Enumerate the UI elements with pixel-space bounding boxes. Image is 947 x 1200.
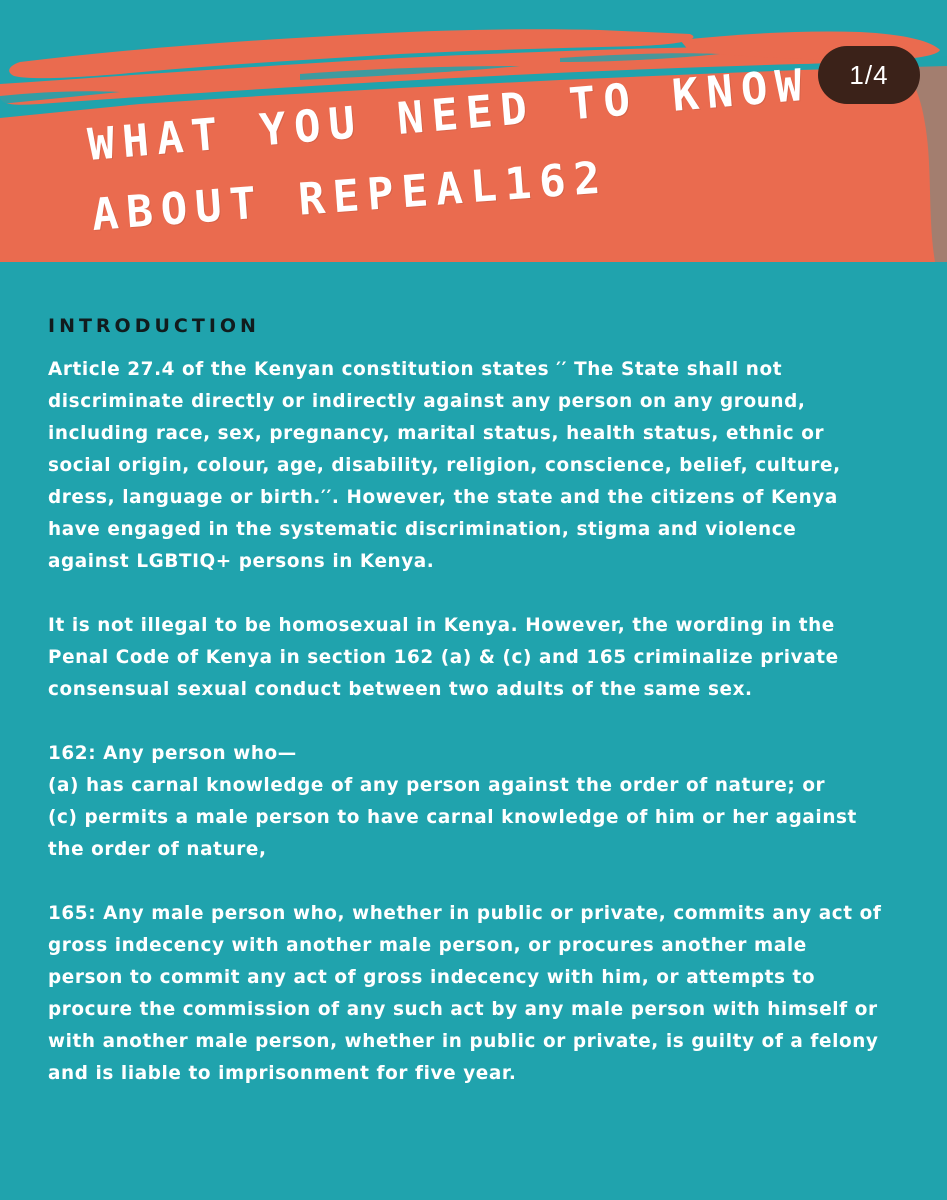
page-counter-badge: 1/4 <box>818 46 920 104</box>
paragraph-legality: It is not illegal to be homosexual in Kenya. However, the wording in the Penal Code of Kenya in section 162 (a) & (c) and 165 criminalize private consensual sexual conduct between two adults of the same sex. <box>48 615 839 700</box>
paragraph-intro: Article 27.4 of the Kenyan constitution states ′′ The State shall not discriminate directly or indirectly against any person on any ground, including race, sex, pregnancy, marital status, health status, ethnic or social origin, colour, age, disability, religion, conscience, belief, culture, dress, language or birth.′′. However, the state and the citizens of Kenya have engaged in the systematic discrimination, stigma and violence against LGBTIQ+ persons in Kenya. <box>48 359 841 572</box>
article-body <box>48 312 918 1122</box>
headline-line-1: WHAT YOU NEED TO KNOW <box>85 59 812 171</box>
section-title: INTRODUCTION <box>48 315 260 337</box>
paragraph-section-162: 162: Any person who— (a) has carnal knowledge of any person against the order of nature; or (c) permits a male person to have carnal knowledge of him or her against the order of nature, <box>48 743 857 860</box>
paragraph-section-165: 165: Any male person who, whether in public or private, commits any act of gross indecency with another male person, or procures another male person to commit any act of gross indecency with him, or attempts to procure the commission of any such act by any male person with himself or with another male person, whether in public or private, is guilty of a felony and is liable to imprisonment for five year. <box>48 903 882 1084</box>
headline <box>0 0 947 262</box>
headline-line-2: ABOUT REPEAL162 <box>90 152 610 241</box>
header-banner <box>0 0 947 262</box>
